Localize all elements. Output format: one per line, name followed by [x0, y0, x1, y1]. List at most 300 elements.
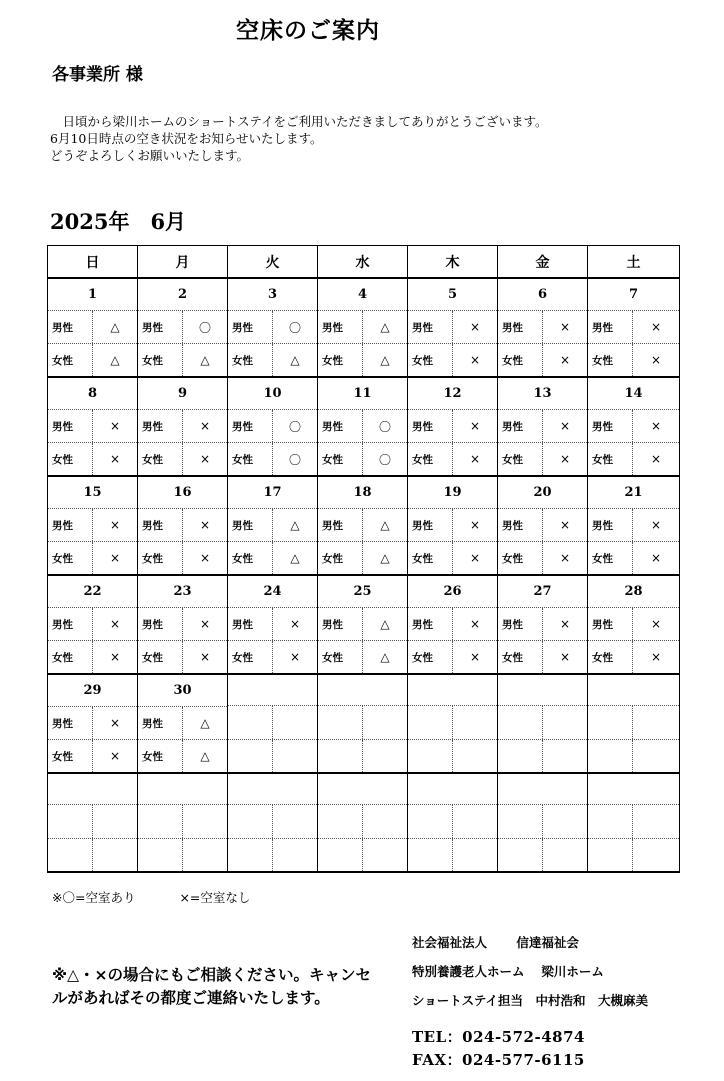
day-cell — [318, 575, 408, 674]
male-vacancy-row — [318, 508, 407, 541]
male-vacancy-row — [318, 607, 407, 640]
female-vacancy-status — [453, 839, 497, 871]
female-vacancy-row — [228, 343, 317, 376]
male-vacancy-row — [318, 705, 407, 738]
male-label — [48, 805, 93, 837]
male-vacancy-status — [543, 805, 587, 837]
day-cell — [318, 278, 408, 377]
female-label — [588, 740, 633, 772]
day-number: 24 — [263, 584, 282, 599]
male-vacancy-row — [228, 607, 317, 640]
female-label — [498, 839, 543, 871]
female-vacancy-status: △ — [380, 650, 390, 664]
female-label: 女性 — [228, 542, 273, 574]
month-heading: 2025年 6月 — [50, 209, 187, 234]
day-cell — [588, 377, 680, 476]
female-vacancy-status — [273, 740, 317, 772]
male-label: 男性 — [318, 311, 363, 343]
male-label: 男性 — [48, 707, 93, 739]
week-row — [48, 377, 680, 476]
male-vacancy-status: × — [199, 617, 211, 631]
male-label: 男性 — [228, 410, 273, 442]
female-vacancy-row — [408, 541, 497, 574]
male-label: 男性 — [408, 311, 453, 343]
day-number: 26 — [443, 584, 462, 599]
female-vacancy-row — [588, 343, 679, 376]
male-vacancy-status — [183, 805, 227, 837]
day-number: 1 — [87, 287, 98, 302]
male-vacancy-row — [408, 705, 497, 738]
female-vacancy-row — [138, 640, 227, 673]
day-cell — [318, 476, 408, 575]
male-vacancy-row — [48, 804, 137, 837]
male-vacancy-row — [228, 310, 317, 343]
day-cell — [318, 773, 408, 872]
day-cell — [138, 377, 228, 476]
male-label: 男性 — [498, 509, 543, 541]
female-label — [408, 740, 453, 772]
male-vacancy-status — [273, 706, 317, 738]
female-vacancy-row — [588, 640, 679, 673]
female-label — [498, 740, 543, 772]
recipient: 各事業所 様 — [52, 65, 143, 85]
male-vacancy-row — [48, 409, 137, 442]
female-vacancy-row — [498, 343, 587, 376]
day-cell — [408, 278, 498, 377]
male-vacancy-status: △ — [200, 716, 210, 730]
week-row — [48, 674, 680, 773]
female-vacancy-status: × — [650, 452, 662, 466]
male-vacancy-row — [588, 310, 679, 343]
female-label: 女性 — [48, 641, 93, 673]
male-label: 男性 — [48, 311, 93, 343]
day-cell — [498, 773, 588, 872]
day-number: 23 — [173, 584, 192, 599]
day-number — [318, 774, 407, 804]
female-vacancy-row — [138, 838, 227, 871]
male-vacancy-row — [498, 705, 587, 738]
weekday-sat: 土 — [588, 246, 680, 279]
day-cell — [498, 575, 588, 674]
day-number: 11 — [353, 386, 372, 401]
male-vacancy-row — [588, 804, 679, 837]
day-number — [228, 675, 317, 705]
vacancy-calendar — [47, 245, 680, 873]
male-vacancy-status: × — [650, 617, 662, 631]
day-cell — [408, 476, 498, 575]
female-vacancy-status — [183, 839, 227, 871]
female-label: 女性 — [408, 443, 453, 475]
male-label: 男性 — [228, 509, 273, 541]
day-cell — [228, 377, 318, 476]
weekday-mon: 月 — [138, 246, 228, 279]
day-number: 12 — [443, 386, 462, 401]
day-cell — [138, 575, 228, 674]
male-label: 男性 — [318, 509, 363, 541]
male-label: 男性 — [408, 509, 453, 541]
female-vacancy-status — [363, 740, 407, 772]
female-vacancy-status: △ — [290, 551, 300, 565]
day-cell — [588, 476, 680, 575]
intro-line: 6月10日時点の空き状況をお知らせいたします。 — [50, 131, 323, 146]
female-vacancy-status: △ — [200, 749, 210, 763]
day-number — [138, 774, 227, 804]
male-label — [138, 805, 183, 837]
male-vacancy-status — [633, 805, 679, 837]
day-number: 30 — [173, 683, 192, 698]
female-label: 女性 — [588, 344, 633, 376]
male-vacancy-status: 〇 — [288, 419, 301, 434]
female-label: 女性 — [228, 443, 273, 475]
female-vacancy-row — [138, 541, 227, 574]
female-label: 女性 — [498, 641, 543, 673]
day-number: 22 — [83, 584, 102, 599]
day-number: 19 — [443, 485, 462, 500]
female-vacancy-row — [228, 739, 317, 772]
male-vacancy-status: × — [650, 518, 662, 532]
female-label: 女性 — [588, 542, 633, 574]
female-label — [228, 839, 273, 871]
female-label: 女性 — [138, 641, 183, 673]
female-label: 女性 — [48, 542, 93, 574]
day-number: 8 — [87, 386, 98, 401]
female-vacancy-status — [363, 839, 407, 871]
female-vacancy-status: △ — [380, 551, 390, 565]
male-vacancy-row — [138, 409, 227, 442]
male-label — [588, 706, 633, 738]
female-label: 女性 — [48, 443, 93, 475]
male-vacancy-row — [588, 705, 679, 738]
male-vacancy-row — [228, 804, 317, 837]
day-number: 27 — [533, 584, 552, 599]
female-vacancy-row — [48, 640, 137, 673]
male-label: 男性 — [138, 410, 183, 442]
female-vacancy-status: × — [199, 551, 211, 565]
female-vacancy-row — [498, 442, 587, 475]
male-vacancy-status: 〇 — [288, 320, 301, 335]
male-vacancy-status: × — [559, 419, 571, 433]
female-label: 女性 — [318, 443, 363, 475]
day-cell — [498, 377, 588, 476]
female-vacancy-row — [498, 640, 587, 673]
week-row — [48, 575, 680, 674]
female-vacancy-row — [408, 343, 497, 376]
male-label — [228, 706, 273, 738]
day-number — [588, 675, 679, 705]
legend-none: ×=空室なし — [179, 890, 251, 905]
day-cell — [408, 773, 498, 872]
male-label: 男性 — [318, 410, 363, 442]
female-vacancy-row — [48, 541, 137, 574]
female-label: 女性 — [498, 344, 543, 376]
page-title: 空床のご案内 — [236, 17, 380, 44]
day-number: 16 — [173, 485, 192, 500]
female-label — [228, 740, 273, 772]
male-vacancy-row — [138, 508, 227, 541]
female-vacancy-status — [543, 839, 587, 871]
female-label — [48, 839, 93, 871]
female-vacancy-row — [588, 442, 679, 475]
day-number — [318, 675, 407, 705]
male-vacancy-status: × — [469, 320, 481, 334]
day-cell — [228, 476, 318, 575]
female-vacancy-status — [633, 839, 679, 871]
male-vacancy-status: × — [199, 419, 211, 433]
male-vacancy-row — [48, 607, 137, 640]
day-cell — [498, 674, 588, 773]
female-vacancy-row — [48, 739, 137, 772]
male-vacancy-status: × — [109, 518, 121, 532]
male-vacancy-row — [588, 607, 679, 640]
female-label: 女性 — [588, 443, 633, 475]
weekday-tue: 火 — [228, 246, 318, 279]
week-row — [48, 476, 680, 575]
day-cell — [48, 575, 138, 674]
weekday-wed: 水 — [318, 246, 408, 279]
male-vacancy-status: × — [109, 419, 121, 433]
female-vacancy-status: × — [650, 353, 662, 367]
day-number: 14 — [624, 386, 643, 401]
female-vacancy-row — [408, 838, 497, 871]
male-vacancy-row — [588, 409, 679, 442]
male-vacancy-status — [363, 805, 407, 837]
female-vacancy-status: × — [289, 650, 301, 664]
male-vacancy-status: △ — [380, 320, 390, 334]
male-vacancy-status: × — [109, 617, 121, 631]
male-vacancy-status: △ — [380, 617, 390, 631]
day-cell — [408, 377, 498, 476]
day-cell — [138, 773, 228, 872]
day-cell — [138, 674, 228, 773]
intro-text — [50, 113, 548, 164]
female-vacancy-row — [138, 442, 227, 475]
male-vacancy-status: × — [559, 320, 571, 334]
male-vacancy-row — [138, 804, 227, 837]
weekday-fri: 金 — [498, 246, 588, 279]
male-label: 男性 — [318, 608, 363, 640]
female-vacancy-status: × — [109, 650, 121, 664]
female-vacancy-status: × — [109, 749, 121, 763]
male-label — [408, 805, 453, 837]
female-label: 女性 — [138, 542, 183, 574]
female-label: 女性 — [408, 542, 453, 574]
female-vacancy-status — [93, 839, 137, 871]
day-cell — [318, 674, 408, 773]
female-vacancy-row — [228, 640, 317, 673]
male-label: 男性 — [498, 410, 543, 442]
male-vacancy-status: × — [109, 716, 121, 730]
male-label: 男性 — [138, 311, 183, 343]
female-label — [588, 839, 633, 871]
day-number: 3 — [267, 287, 278, 302]
male-vacancy-row — [498, 804, 587, 837]
female-vacancy-status: 〇 — [378, 452, 391, 467]
day-cell — [48, 377, 138, 476]
male-vacancy-status: × — [199, 518, 211, 532]
female-label — [318, 839, 363, 871]
male-label: 男性 — [228, 311, 273, 343]
intro-line: どうぞよろしくお願いいたします。 — [50, 148, 250, 163]
male-vacancy-row — [228, 409, 317, 442]
female-label: 女性 — [498, 443, 543, 475]
consultation-note: ※△・×の場合にもご相談ください。キャンセルがあればその都度ご連絡いたします。 — [52, 966, 371, 1007]
day-number: 21 — [624, 485, 643, 500]
female-label — [318, 740, 363, 772]
male-label: 男性 — [138, 509, 183, 541]
male-vacancy-status: × — [650, 320, 662, 334]
day-number: 10 — [263, 386, 282, 401]
female-vacancy-row — [588, 541, 679, 574]
female-vacancy-row — [228, 541, 317, 574]
male-vacancy-status: × — [559, 518, 571, 532]
day-number — [408, 774, 497, 804]
male-vacancy-row — [588, 508, 679, 541]
male-vacancy-status — [363, 706, 407, 738]
organization-info — [412, 928, 648, 1015]
day-cell — [48, 278, 138, 377]
male-vacancy-row — [138, 706, 227, 739]
female-label: 女性 — [138, 443, 183, 475]
male-vacancy-row — [408, 607, 497, 640]
female-vacancy-status: △ — [110, 353, 120, 367]
male-vacancy-status — [543, 706, 587, 738]
male-label: 男性 — [138, 707, 183, 739]
male-label — [408, 706, 453, 738]
legend — [52, 888, 290, 906]
female-vacancy-status: × — [650, 650, 662, 664]
week-row — [48, 278, 680, 377]
male-vacancy-row — [408, 409, 497, 442]
male-vacancy-status: △ — [290, 518, 300, 532]
weekday-header-row — [48, 246, 680, 279]
male-vacancy-status: 〇 — [378, 419, 391, 434]
male-label: 男性 — [48, 509, 93, 541]
female-vacancy-row — [498, 838, 587, 871]
male-vacancy-status: × — [650, 419, 662, 433]
male-vacancy-status: × — [469, 419, 481, 433]
day-number — [588, 774, 679, 804]
female-vacancy-row — [408, 442, 497, 475]
female-vacancy-status: × — [650, 551, 662, 565]
day-cell — [138, 476, 228, 575]
male-label: 男性 — [588, 311, 633, 343]
female-vacancy-row — [48, 838, 137, 871]
day-number — [498, 675, 587, 705]
male-vacancy-status — [453, 805, 497, 837]
female-vacancy-row — [48, 343, 137, 376]
contact-numbers — [412, 1026, 585, 1072]
male-label: 男性 — [588, 509, 633, 541]
corporation-name: 社会福祉法人 信達福祉会 — [412, 935, 579, 950]
female-vacancy-row — [138, 739, 227, 772]
male-label: 男性 — [498, 311, 543, 343]
weekday-thu: 木 — [408, 246, 498, 279]
day-cell — [318, 377, 408, 476]
female-vacancy-status: × — [199, 452, 211, 466]
day-number: 20 — [533, 485, 552, 500]
male-label — [588, 805, 633, 837]
male-label — [498, 706, 543, 738]
male-vacancy-status: × — [469, 518, 481, 532]
day-cell — [228, 773, 318, 872]
day-cell — [588, 278, 680, 377]
female-label — [138, 839, 183, 871]
female-vacancy-status: × — [559, 353, 571, 367]
day-number — [408, 675, 497, 705]
day-cell — [228, 575, 318, 674]
male-label: 男性 — [138, 608, 183, 640]
male-vacancy-row — [318, 409, 407, 442]
female-label: 女性 — [408, 641, 453, 673]
male-label: 男性 — [228, 608, 273, 640]
day-number — [498, 774, 587, 804]
male-vacancy-row — [228, 705, 317, 738]
male-label: 男性 — [48, 608, 93, 640]
facility-name: 特別養護老人ホーム 梁川ホーム — [412, 964, 604, 979]
staff-contact: ショートステイ担当 中村浩和 大槻麻美 — [412, 993, 649, 1008]
male-vacancy-status: △ — [110, 320, 120, 334]
female-vacancy-status: × — [559, 551, 571, 565]
female-vacancy-row — [498, 541, 587, 574]
day-cell — [408, 674, 498, 773]
male-vacancy-row — [48, 706, 137, 739]
male-vacancy-row — [498, 409, 587, 442]
female-vacancy-row — [588, 838, 679, 871]
female-vacancy-status: △ — [380, 353, 390, 367]
day-number — [228, 774, 317, 804]
female-vacancy-row — [318, 343, 407, 376]
day-number: 2 — [177, 287, 188, 302]
female-vacancy-status: 〇 — [288, 452, 301, 467]
female-vacancy-status: × — [469, 650, 481, 664]
male-vacancy-row — [408, 508, 497, 541]
male-label: 男性 — [408, 608, 453, 640]
male-vacancy-row — [498, 310, 587, 343]
male-vacancy-status — [93, 805, 137, 837]
female-vacancy-row — [138, 343, 227, 376]
day-number: 7 — [628, 287, 639, 302]
day-cell — [228, 674, 318, 773]
male-vacancy-row — [318, 804, 407, 837]
legend-available: ※〇=空室あり — [52, 890, 136, 905]
day-cell — [588, 575, 680, 674]
female-label — [408, 839, 453, 871]
day-number: 15 — [83, 485, 102, 500]
day-cell — [498, 476, 588, 575]
female-vacancy-row — [408, 739, 497, 772]
male-vacancy-row — [138, 607, 227, 640]
female-label: 女性 — [228, 641, 273, 673]
female-label: 女性 — [408, 344, 453, 376]
female-vacancy-row — [408, 640, 497, 673]
day-cell — [498, 278, 588, 377]
female-vacancy-row — [318, 640, 407, 673]
female-vacancy-status: × — [109, 452, 121, 466]
day-cell — [138, 278, 228, 377]
female-vacancy-status: × — [109, 551, 121, 565]
day-number: 13 — [533, 386, 552, 401]
day-number: 29 — [83, 683, 102, 698]
male-vacancy-status: △ — [380, 518, 390, 532]
male-vacancy-status — [453, 706, 497, 738]
male-label: 男性 — [48, 410, 93, 442]
female-label: 女性 — [318, 641, 363, 673]
male-vacancy-row — [138, 310, 227, 343]
male-label: 男性 — [408, 410, 453, 442]
male-vacancy-row — [498, 607, 587, 640]
male-vacancy-row — [498, 508, 587, 541]
female-vacancy-status: × — [469, 551, 481, 565]
